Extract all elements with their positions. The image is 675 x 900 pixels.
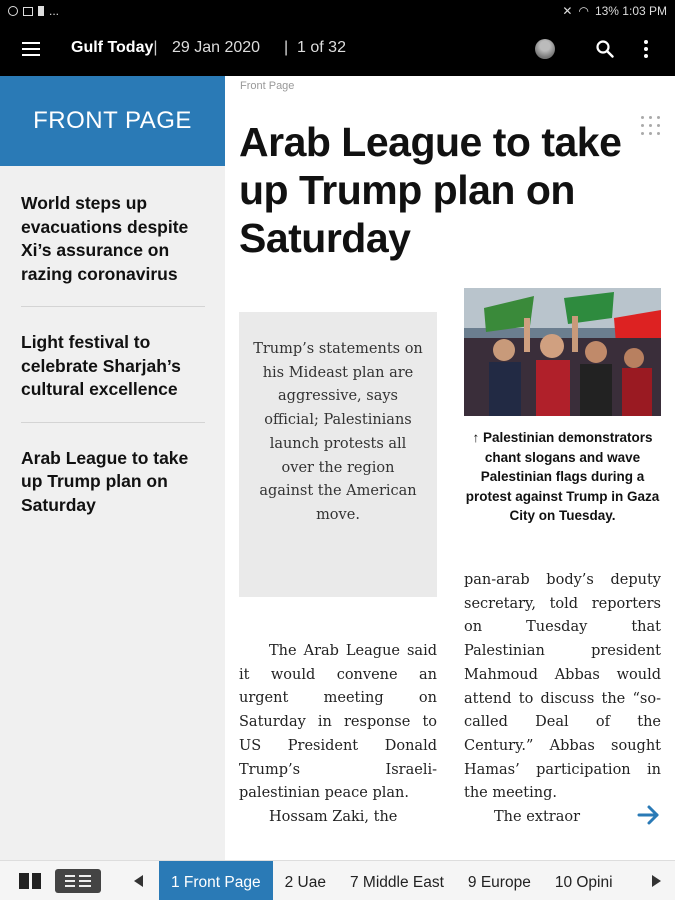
wifi-icon: ◠: [578, 4, 589, 18]
toc-item[interactable]: Light festival to celebrate Sharjah’s cultural excellence: [21, 307, 205, 423]
page-indicator: [284, 39, 346, 57]
scroll-right-icon[interactable]: [652, 875, 661, 887]
article-view[interactable]: [225, 76, 675, 860]
text-view-icon[interactable]: [55, 869, 101, 893]
search-icon[interactable]: [596, 40, 614, 58]
paragraph: Hossam Zaki, the: [269, 808, 398, 825]
account-avatar[interactable]: [535, 39, 555, 59]
notification-icon: [8, 6, 18, 16]
photo-caption: ↑ Palestinian demonstrators chant slogans and wave Palestinian flags during a protest against Trump in Gaza City on Tuesday.: [465, 430, 660, 523]
page-tabs: [159, 861, 639, 900]
page-navigation-bar: [0, 860, 675, 900]
page-tab[interactable]: 1 Front Page: [159, 861, 273, 900]
article-column-1: [239, 640, 437, 830]
section-title: FRONT PAGE: [0, 76, 225, 166]
issue-date[interactable]: [172, 39, 260, 57]
paragraph: pan-arab body’s deputy secretary, told reporters on Tuesday that Palestinian president Mahmoud Abbas would attend to discuss the “so-called Deal of the Century.” Abbas sought Hamas’ participation in the meeting.: [464, 572, 661, 802]
page-count: 1 of 32: [297, 39, 346, 56]
drag-handle-icon[interactable]: [641, 116, 663, 136]
more-options-icon[interactable]: [644, 40, 650, 60]
page-tab[interactable]: 9 Europe: [467, 874, 531, 891]
status-notifications: [8, 4, 59, 18]
sidebar: [0, 76, 225, 860]
publication-name: Gulf Today: [71, 39, 154, 56]
status-battery-time: 13% 1:03 PM: [594, 4, 667, 18]
next-page-icon[interactable]: [636, 803, 662, 827]
pull-quote: Trump’s statements on his Mideast plan are aggressive, says official; Palestinians launch protests all over the region against the American move.: [239, 312, 437, 597]
status-more: ...: [49, 4, 60, 18]
gallery-icon: [23, 7, 33, 16]
page-view-icon[interactable]: [19, 873, 41, 889]
page-tab[interactable]: 7 Middle East: [349, 874, 444, 891]
page-tab[interactable]: 10 Opini: [554, 874, 613, 891]
paragraph: The extraor: [464, 806, 661, 830]
protest-photo-illustration: [464, 288, 661, 416]
breadcrumb: Front Page: [240, 80, 295, 92]
page-tab[interactable]: 2 Uae: [284, 874, 326, 891]
menu-icon[interactable]: [22, 42, 40, 56]
toc-item[interactable]: World steps up evacuations despite Xi’s assurance on razing coronavirus: [21, 166, 205, 307]
page-separator: |: [284, 39, 289, 56]
status-bar: [0, 0, 675, 24]
article-headline: Arab League to take up Trump plan on Saturday: [239, 119, 622, 261]
article-photo[interactable]: [464, 288, 661, 416]
title-separator: |: [153, 39, 158, 56]
issue-date-text: 29 Jan 2020: [172, 39, 261, 56]
app-bar: [0, 24, 675, 76]
sd-card-icon: [38, 6, 44, 16]
paragraph: The Arab League said it would convene an urgent meeting on Saturday in response to US President Donald Trump’s Israeli-palestinian peace plan.: [239, 643, 437, 802]
mute-icon: ✕: [562, 4, 573, 18]
scroll-left-icon[interactable]: [134, 875, 143, 887]
status-system: [562, 4, 667, 18]
publication-title: [71, 39, 158, 57]
toc-item[interactable]: Arab League to take up Trump plan on Saturday: [21, 447, 189, 515]
article-column-2: [464, 569, 661, 830]
